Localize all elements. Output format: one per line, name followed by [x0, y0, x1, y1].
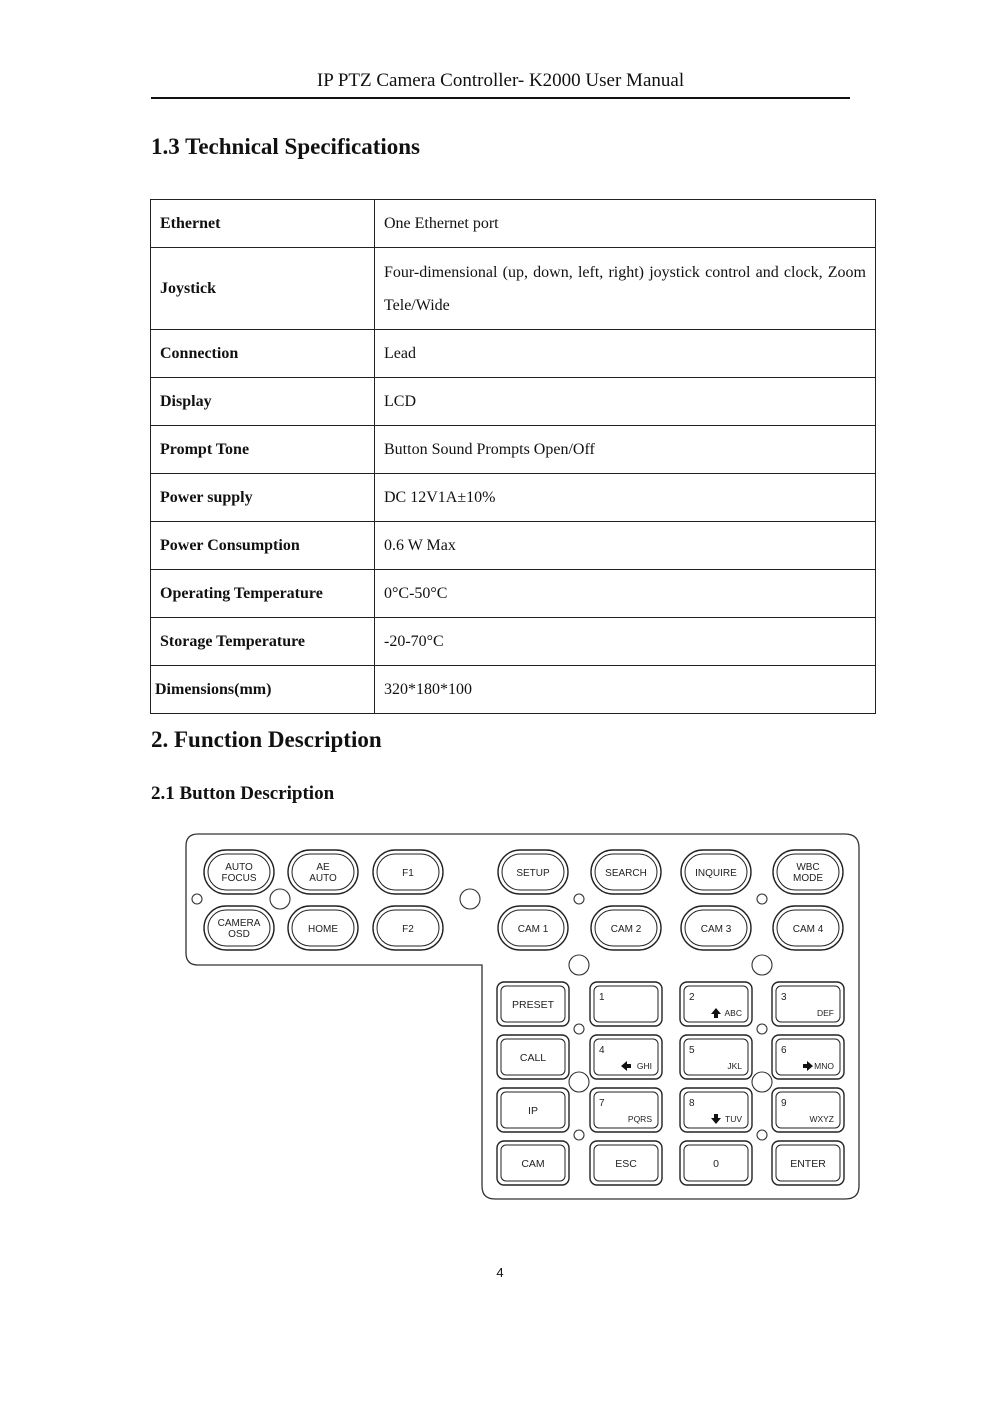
panel-hole [460, 889, 480, 909]
key-letters: WXYZ [809, 1114, 834, 1124]
key-number: 5 [689, 1045, 695, 1056]
key-label: F1 [402, 868, 414, 879]
panel-hole [192, 894, 202, 904]
spec-label: Ethernet [151, 200, 375, 248]
key-label: CAMERA [217, 918, 261, 929]
panel-hole [757, 894, 767, 904]
grid-key-outer [680, 1035, 752, 1079]
section-title-buttons: 2.1 Button Description [151, 783, 335, 804]
key-label: AE [316, 862, 330, 873]
key-letters: MNO [814, 1061, 834, 1071]
key-number: 1 [599, 992, 605, 1003]
key-number: 3 [781, 992, 787, 1003]
key-letters: TUV [725, 1114, 742, 1124]
section-title-specs: 1.3 Technical Specifications [151, 134, 420, 159]
key-label: FOCUS [221, 873, 257, 884]
panel-hole [752, 1072, 772, 1092]
spec-label: Storage Temperature [151, 618, 375, 666]
spec-value: LCD [375, 378, 876, 426]
key-label: AUTO [309, 873, 337, 884]
panel-hole [569, 955, 589, 975]
grid-key-outer [590, 1088, 662, 1132]
grid-key-outer [772, 982, 844, 1026]
key-label: CAM 2 [610, 924, 642, 935]
panel-hole [574, 894, 584, 904]
key-label: MODE [793, 873, 823, 884]
spec-label: Power supply [151, 474, 375, 522]
spec-value: 320*180*100 [375, 666, 876, 714]
running-header: IP PTZ Camera Controller- K2000 User Manual [316, 70, 685, 91]
grid-key-outer [590, 1035, 662, 1079]
key-label: CAM 4 [792, 924, 824, 935]
grid-key-outer [680, 1088, 752, 1132]
spec-value: -20-70°C [375, 618, 876, 666]
spec-label: Connection [151, 330, 375, 378]
spec-value: Four-dimensional (up, down, left, right) joystick control and clock, Zoom Tele/Wide [375, 248, 876, 330]
grid-key-outer [772, 1088, 844, 1132]
key-letters: PQRS [627, 1114, 652, 1124]
key-label: WBC [796, 862, 820, 873]
panel-hole [569, 1072, 589, 1092]
spec-label: Display [151, 378, 375, 426]
key-label: CAM [521, 1158, 545, 1170]
panel-hole [574, 1130, 584, 1140]
key-label: CAM 1 [517, 924, 549, 935]
key-label: PRESET [511, 999, 555, 1011]
key-number: 2 [689, 992, 695, 1003]
key-label: SEARCH [605, 868, 647, 879]
section-title-function: 2. Function Description [151, 727, 382, 752]
key-letters: GHI [636, 1061, 652, 1071]
key-number: 8 [689, 1098, 695, 1109]
grid-key-outer [680, 982, 752, 1026]
spec-label: Prompt Tone [151, 426, 375, 474]
key-label: AUTO [225, 862, 253, 873]
grid-key-outer [772, 1035, 844, 1079]
key-label: INQUIRE [695, 868, 737, 879]
panel-hole [752, 955, 772, 975]
key-label: ESC [615, 1158, 637, 1170]
spec-value: Button Sound Prompts Open/Off [375, 426, 876, 474]
panel-hole [757, 1024, 767, 1034]
panel-hole [574, 1024, 584, 1034]
key-label: OSD [228, 929, 250, 940]
key-label: IP [528, 1105, 538, 1117]
spec-label: Operating Temperature [151, 570, 375, 618]
spec-value: One Ethernet port [375, 200, 876, 248]
panel-hole [270, 889, 290, 909]
key-number: 4 [599, 1045, 605, 1056]
key-number: 6 [781, 1045, 787, 1056]
key-label: ENTER [790, 1158, 826, 1170]
key-label: CAM 3 [700, 924, 732, 935]
grid-key-outer [590, 982, 662, 1026]
key-label: HOME [308, 924, 338, 935]
key-label: SETUP [516, 868, 550, 879]
spec-value: 0°C-50°C [375, 570, 876, 618]
key-label: F2 [402, 924, 414, 935]
key-label: CALL [519, 1052, 547, 1064]
spec-value: 0.6 W Max [375, 522, 876, 570]
spec-label: Dimensions(mm) [151, 666, 375, 714]
page-number: 4 [496, 1265, 504, 1280]
key-letters: JKL [727, 1061, 742, 1071]
key-number: 7 [599, 1098, 605, 1109]
key-letters: DEF [817, 1008, 834, 1018]
spec-label: Power Consumption [151, 522, 375, 570]
spec-label: Joystick [151, 248, 375, 330]
spec-value: DC 12V1A±10% [375, 474, 876, 522]
key-label: 0 [713, 1158, 719, 1170]
spec-value: Lead [375, 330, 876, 378]
key-number: 9 [781, 1098, 787, 1109]
key-letters: ABC [724, 1008, 742, 1018]
panel-hole [757, 1130, 767, 1140]
